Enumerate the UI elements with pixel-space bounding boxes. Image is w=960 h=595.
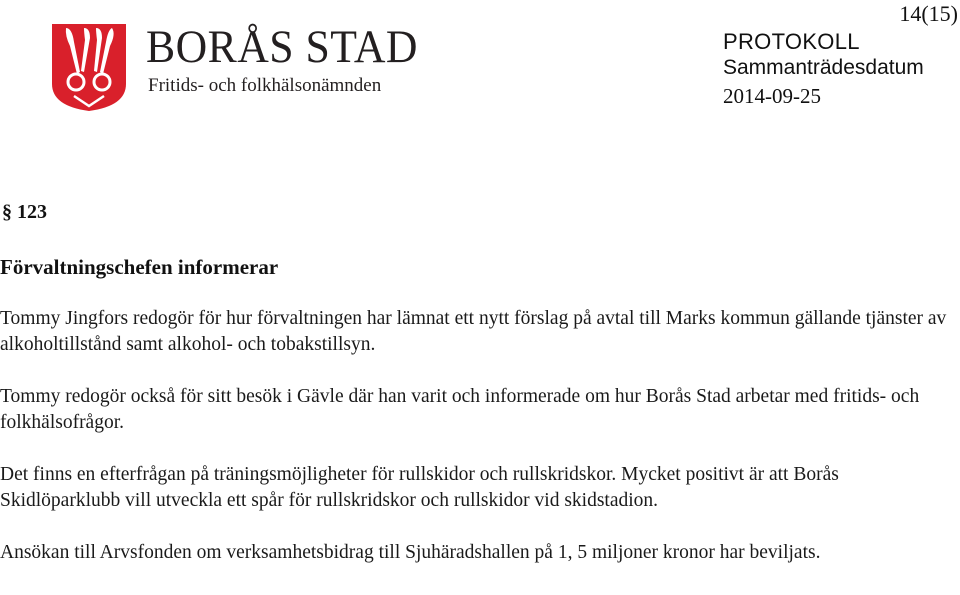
brand-name: BORÅS STAD bbox=[146, 21, 418, 73]
section-heading: Förvaltningschefen informerar bbox=[0, 255, 279, 279]
paragraph: Tommy Jingfors redogör för hur förvaltningen har lämnat ett nytt förslag på avtal till Marks kommun gällande tjänster av alkoholtillstånd samt alkohol- och tobakstillsyn. bbox=[0, 308, 947, 355]
brand-subtitle: Fritids- och folkhälsonämnden bbox=[148, 75, 382, 96]
section-number: § 123 bbox=[2, 201, 47, 223]
document-type: PROTOKOLL bbox=[723, 29, 860, 54]
meeting-date-label: Sammanträdesdatum bbox=[723, 56, 924, 79]
meeting-date: 2014-09-25 bbox=[723, 84, 821, 108]
page-number: 14(15) bbox=[899, 1, 958, 26]
paragraph: Ansökan till Arvsfonden om verksamhetsbidrag till Sjuhäradshallen på 1, 5 miljoner kronor har beviljats. bbox=[0, 542, 821, 563]
boras-coat-of-arms-icon bbox=[50, 22, 128, 112]
paragraph: Det finns en efterfrågan på träningsmöjligheter för rullskidor och rullskridskor. Mycket positivt är att Borås Skidlöparklubb vill utveckla ett spår för rullskridskor och rullskidor vid skidstadion. bbox=[0, 464, 839, 511]
paragraph: Tommy redogör också för sitt besök i Gävle där han varit och informerade om hur Borås Stad arbetar med fritids- och folkhälsofrågor. bbox=[0, 386, 920, 433]
